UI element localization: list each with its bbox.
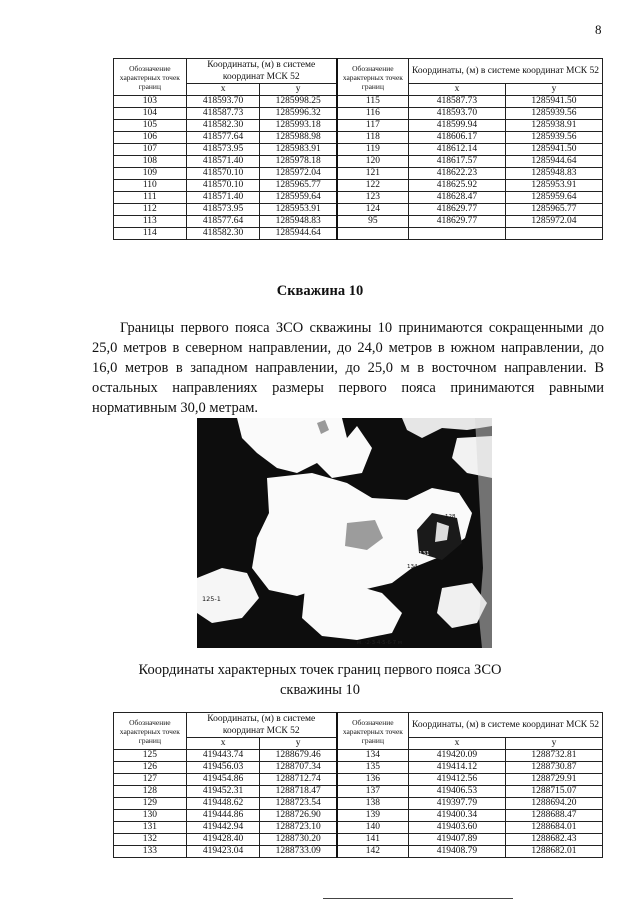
table-row xyxy=(114,132,603,144)
table-row xyxy=(114,108,603,120)
header-coords-label: Координаты, (м) в системе координат МСК 52 xyxy=(186,713,337,738)
header-x: х xyxy=(408,738,505,750)
cell-point-id: 118 xyxy=(337,132,409,144)
cell-y-value: 1288718.47 xyxy=(260,786,337,798)
cell-x-value: 419403.60 xyxy=(408,822,505,834)
cell-point-id: 114 xyxy=(114,228,187,240)
cell-y-value: 1285939.56 xyxy=(505,108,602,120)
header-y: у xyxy=(505,84,602,96)
cell-point-id xyxy=(337,228,409,240)
table-row xyxy=(114,192,603,204)
cell-x-value: 418622.23 xyxy=(408,168,505,180)
table-row xyxy=(114,228,603,240)
header-point-label: Обозначение характерных точек границ xyxy=(337,59,409,96)
cell-point-id: 129 xyxy=(114,798,187,810)
cell-y-value: 1285983.91 xyxy=(260,144,337,156)
cell-x-value: 419400.34 xyxy=(408,810,505,822)
table-row xyxy=(114,750,603,762)
header-y: у xyxy=(260,738,337,750)
map-label-a: 131 xyxy=(419,551,430,557)
cell-y-value: 1288694.20 xyxy=(505,798,602,810)
cell-x-value: 418570.10 xyxy=(186,168,260,180)
header-point-label: Обозначение характерных точек границ xyxy=(114,713,187,750)
scheme-svg xyxy=(197,418,492,648)
description-text: Границы первого пояса ЗСО скважины 10 принимаются сокращенными до 25,0 метров в северном направлении, до 24,0 метров в южном направлении, до 16,0 метров в западном направлении, до 25,0 м в восточном направлении. В остальных направлениях размеры первого пояса принимаются равными нормативным 30,0 метрам. xyxy=(92,320,604,416)
header-coords-label: Координаты, (м) в системе координат МСК 52 xyxy=(186,59,337,84)
scheme-image xyxy=(197,418,492,648)
cell-point-id: 109 xyxy=(114,168,187,180)
cell-y-value: 1285941.50 xyxy=(505,144,602,156)
cell-x-value: 419442.94 xyxy=(186,822,260,834)
cell-point-id: 132 xyxy=(114,834,187,846)
cell-point-id: 120 xyxy=(337,156,409,168)
cell-point-id: 107 xyxy=(114,144,187,156)
cell-x-value: 419454.86 xyxy=(186,774,260,786)
cell-x-value: 418570.10 xyxy=(186,180,260,192)
cell-point-id: 128 xyxy=(114,786,187,798)
cell-x-value: 418629.77 xyxy=(408,204,505,216)
cell-point-id: 103 xyxy=(114,96,187,108)
cell-point-id: 108 xyxy=(114,156,187,168)
cell-point-id: 134 xyxy=(337,750,409,762)
cell-y-value: 1288712.74 xyxy=(260,774,337,786)
cell-x-value: 419428.40 xyxy=(186,834,260,846)
cell-y-value: 1288723.54 xyxy=(260,798,337,810)
cell-x-value: 419412.56 xyxy=(408,774,505,786)
cell-x-value: 418593.70 xyxy=(408,108,505,120)
table-row xyxy=(114,822,603,834)
cell-point-id: 141 xyxy=(337,834,409,846)
table-caption-line2: скважины 10 xyxy=(280,682,360,698)
cell-y-value: 1285972.04 xyxy=(505,216,602,228)
table-row xyxy=(114,786,603,798)
header-y: у xyxy=(260,84,337,96)
cell-y-value: 1285965.77 xyxy=(260,180,337,192)
cell-point-id: 122 xyxy=(337,180,409,192)
footer-rule xyxy=(323,898,513,899)
cell-point-id: 104 xyxy=(114,108,187,120)
cell-y-value: 1288723.10 xyxy=(260,822,337,834)
cell-y-value: 1285941.50 xyxy=(505,96,602,108)
cell-y-value: 1288730.87 xyxy=(505,762,602,774)
description-paragraph xyxy=(92,318,604,418)
cell-x-value: 418577.64 xyxy=(186,216,260,228)
cell-x-value: 418587.73 xyxy=(186,108,260,120)
cell-y-value: 1288679.46 xyxy=(260,750,337,762)
cell-point-id: 106 xyxy=(114,132,187,144)
cell-y-value: 1288682.43 xyxy=(505,834,602,846)
cell-point-id: 136 xyxy=(337,774,409,786)
cell-x-value: 418593.70 xyxy=(186,96,260,108)
cell-x-value: 418571.40 xyxy=(186,156,260,168)
table-row xyxy=(114,846,603,858)
cell-x-value xyxy=(408,228,505,240)
table-row xyxy=(114,798,603,810)
cell-point-id: 131 xyxy=(114,822,187,834)
cell-x-value: 419448.62 xyxy=(186,798,260,810)
cell-y-value: 1288733.09 xyxy=(260,846,337,858)
cell-point-id: 130 xyxy=(114,810,187,822)
cell-x-value: 418629.77 xyxy=(408,216,505,228)
cell-y-value: 1285948.83 xyxy=(505,168,602,180)
cell-x-value: 419423.04 xyxy=(186,846,260,858)
cell-y-value: 1285993.18 xyxy=(260,120,337,132)
map-label-c: 128 xyxy=(445,514,456,520)
cell-point-id: 112 xyxy=(114,204,187,216)
cell-y-value: 1285965.77 xyxy=(505,204,602,216)
map-label-b: 134 xyxy=(407,564,418,570)
cell-point-id: 117 xyxy=(337,120,409,132)
cell-point-id: 115 xyxy=(337,96,409,108)
cell-point-id: 123 xyxy=(337,192,409,204)
cell-point-id: 142 xyxy=(337,846,409,858)
cell-y-value: 1285972.04 xyxy=(260,168,337,180)
cell-x-value: 418617.57 xyxy=(408,156,505,168)
cell-x-value: 419406.53 xyxy=(408,786,505,798)
cell-y-value: 1285948.83 xyxy=(260,216,337,228)
cell-y-value: 1285996.32 xyxy=(260,108,337,120)
cell-point-id: 126 xyxy=(114,762,187,774)
map-label-left: 125-1 xyxy=(202,595,221,603)
cell-y-value: 1285978.18 xyxy=(260,156,337,168)
header-y: у xyxy=(505,738,602,750)
table-row xyxy=(114,120,603,132)
table-row xyxy=(114,144,603,156)
cell-y-value: 1285944.64 xyxy=(505,156,602,168)
cell-point-id: 105 xyxy=(114,120,187,132)
cell-point-id: 140 xyxy=(337,822,409,834)
cell-x-value: 419444.86 xyxy=(186,810,260,822)
cell-x-value: 419452.31 xyxy=(186,786,260,798)
cell-x-value: 419420.09 xyxy=(408,750,505,762)
cell-point-id: 133 xyxy=(114,846,187,858)
header-x: х xyxy=(186,738,260,750)
cell-x-value: 419408.79 xyxy=(408,846,505,858)
cell-x-value: 419414.12 xyxy=(408,762,505,774)
cell-point-id: 95 xyxy=(337,216,409,228)
cell-y-value: 1288682.01 xyxy=(505,846,602,858)
cell-y-value: 1285959.64 xyxy=(260,192,337,204)
cell-x-value: 418582.30 xyxy=(186,120,260,132)
cell-y-value: 1288688.47 xyxy=(505,810,602,822)
cell-y-value: 1285953.91 xyxy=(260,204,337,216)
cell-y-value: 1285938.91 xyxy=(505,120,602,132)
cell-point-id: 113 xyxy=(114,216,187,228)
header-coords-label: Координаты, (м) в системе координат МСК 52 xyxy=(408,713,602,738)
cell-y-value: 1288730.20 xyxy=(260,834,337,846)
cell-point-id: 110 xyxy=(114,180,187,192)
cell-x-value: 418577.64 xyxy=(186,132,260,144)
table-row xyxy=(114,762,603,774)
cell-x-value: 418599.94 xyxy=(408,120,505,132)
cell-x-value: 418573.95 xyxy=(186,144,260,156)
cell-y-value xyxy=(505,228,602,240)
cell-y-value: 1288726.90 xyxy=(260,810,337,822)
header-x: х xyxy=(186,84,260,96)
cell-y-value: 1288715.07 xyxy=(505,786,602,798)
table-row xyxy=(114,168,603,180)
cell-x-value: 419456.03 xyxy=(186,762,260,774)
table-row xyxy=(114,216,603,228)
cell-point-id: 137 xyxy=(337,786,409,798)
cell-y-value: 1285939.56 xyxy=(505,132,602,144)
cell-y-value: 1285953.91 xyxy=(505,180,602,192)
cell-x-value: 418612.14 xyxy=(408,144,505,156)
cell-x-value: 419443.74 xyxy=(186,750,260,762)
table-row xyxy=(114,156,603,168)
cell-x-value: 419407.89 xyxy=(408,834,505,846)
cell-y-value: 1288732.81 xyxy=(505,750,602,762)
section-heading: Скважина 10 xyxy=(276,283,364,299)
cell-point-id: 135 xyxy=(337,762,409,774)
cell-point-id: 125 xyxy=(114,750,187,762)
cell-point-id: 111 xyxy=(114,192,187,204)
page-number: 8 xyxy=(595,22,602,37)
cell-x-value: 419397.79 xyxy=(408,798,505,810)
cell-x-value: 418625.92 xyxy=(408,180,505,192)
cell-x-value: 418573.95 xyxy=(186,204,260,216)
cell-y-value: 1288707.34 xyxy=(260,762,337,774)
cell-y-value: 1288729.91 xyxy=(505,774,602,786)
cell-point-id: 124 xyxy=(337,204,409,216)
cell-y-value: 1285959.64 xyxy=(505,192,602,204)
table-caption-line1: Координаты характерных точек границ первого пояса ЗСО xyxy=(138,662,502,678)
cell-y-value: 1285998.25 xyxy=(260,96,337,108)
cell-point-id: 121 xyxy=(337,168,409,180)
cell-x-value: 418606.17 xyxy=(408,132,505,144)
coordinates-table-1 xyxy=(113,58,603,240)
cell-y-value: 1288684.01 xyxy=(505,822,602,834)
cell-x-value: 418582.30 xyxy=(186,228,260,240)
table-row xyxy=(114,96,603,108)
header-x: х xyxy=(408,84,505,96)
header-point-label: Обозначение характерных точек границ xyxy=(337,713,409,750)
table-row xyxy=(114,810,603,822)
table-row xyxy=(114,834,603,846)
cell-point-id: 139 xyxy=(337,810,409,822)
table-row xyxy=(114,774,603,786)
cell-point-id: 138 xyxy=(337,798,409,810)
header-point-label: Обозначение характерных точек границ xyxy=(114,59,187,96)
cell-point-id: 116 xyxy=(337,108,409,120)
map-scale-text: м. ·2·3·4·5·6·7 м xyxy=(357,640,403,646)
cell-x-value: 418587.73 xyxy=(408,96,505,108)
cell-y-value: 1285944.64 xyxy=(260,228,337,240)
cell-point-id: 119 xyxy=(337,144,409,156)
table-row xyxy=(114,180,603,192)
cell-point-id: 127 xyxy=(114,774,187,786)
coordinates-table-2 xyxy=(113,712,603,858)
cell-x-value: 418571.40 xyxy=(186,192,260,204)
cell-x-value: 418628.47 xyxy=(408,192,505,204)
table-row xyxy=(114,204,603,216)
cell-y-value: 1285988.98 xyxy=(260,132,337,144)
header-coords-label: Координаты, (м) в системе координат МСК 52 xyxy=(408,59,602,84)
